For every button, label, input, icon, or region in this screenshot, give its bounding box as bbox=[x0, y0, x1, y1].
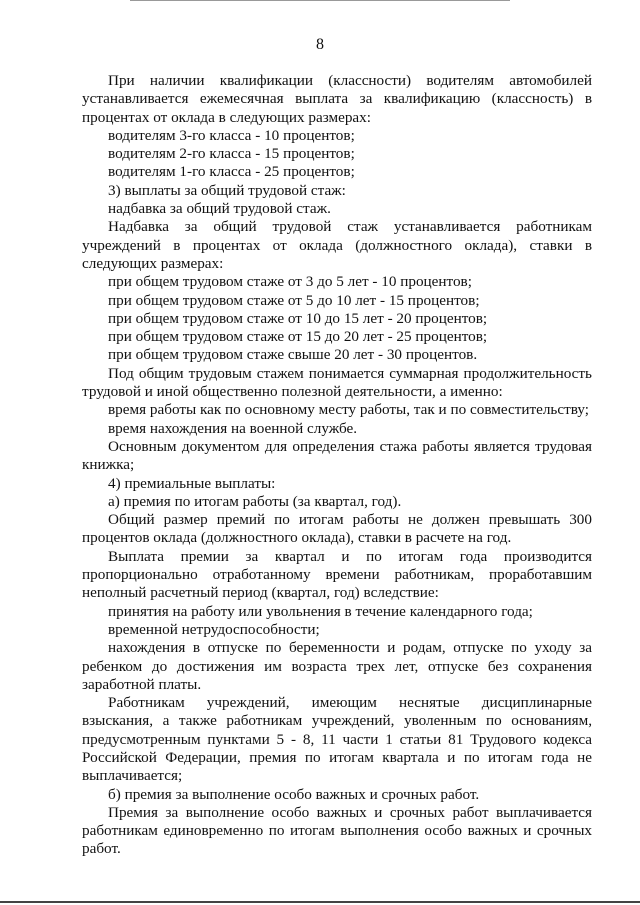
section-heading: 3) выплаты за общий трудовой стаж: bbox=[108, 181, 346, 199]
paragraph: Общий размер премий по итогам работы не должен превышать 300 процентов оклада (должностного оклада), ставки в расчете на год. bbox=[82, 511, 592, 547]
page-number: 8 bbox=[316, 36, 324, 53]
list-item: при общем трудовом стаже от 10 до 15 лет - 20 процентов; bbox=[108, 309, 488, 327]
bottom-border-line bbox=[0, 901, 640, 903]
paragraph: надбавка за общий трудовой стаж. bbox=[108, 200, 331, 218]
list-item: водителям 2-го класса - 15 процентов; bbox=[108, 145, 355, 163]
paragraph: Выплата премии за квартал и по итогам года производится пропорционально отработанному времени работникам, проработавшим неполный расчетный период (квартал, год) вследствие: bbox=[82, 547, 592, 602]
list-item: время нахождения на военной службе. bbox=[108, 419, 358, 437]
list-item: при общем трудовом стаже свыше 20 лет - 30 процентов. bbox=[108, 346, 478, 364]
list-item: временной нетрудоспособности; bbox=[108, 620, 320, 638]
paragraph: Надбавка за общий трудовой стаж устанавливается работникам учреждений в процентах от оклада (должностного оклада), ставки в следующих размерах: bbox=[82, 218, 592, 272]
list-item: при общем трудовом стаже от 15 до 20 лет - 25 процентов; bbox=[108, 328, 488, 346]
list-item: принятия на работу или увольнения в течение календарного года; bbox=[108, 602, 533, 620]
list-item: водителям 3-го класса - 10 процентов; bbox=[108, 126, 355, 144]
list-item: нахождения в отпуске по беременности и родам, отпуске по уходу за ребенком до достижения им возраста трех лет, отпуске без сохранения заработной платы. bbox=[82, 639, 592, 693]
top-border-line bbox=[130, 0, 510, 1]
list-item: время работы как по основному месту работы, так и по совместительству; bbox=[108, 401, 589, 419]
paragraph: Основным документом для определения стажа работы является трудовая книжка; bbox=[82, 437, 592, 474]
paragraph: Премия за выполнение особо важных и срочных работ выплачивается работникам единовременно по итогам выполнения особо важных и срочных работ. bbox=[82, 803, 592, 858]
paragraph: Под общим трудовым стажем понимается суммарная продолжительность трудовой и иной общественно полезной деятельности, а именно: bbox=[82, 364, 592, 401]
list-item: при общем трудовом стаже от 3 до 5 лет - 10 процентов; bbox=[108, 273, 472, 291]
paragraph: При наличии квалификации (классности) водителям автомобилей устанавливается ежемесячная выплата за квалификацию (классность) в процентах от оклада в следующих размерах: bbox=[82, 72, 592, 126]
section-heading: 4) премиальные выплаты: bbox=[108, 474, 276, 492]
paragraph: Работникам учреждений, имеющим неснятые дисциплинарные взыскания, а также работникам учреждений, уволенным по основаниям, предусмотренным пунктами 5 - 8, 11 части 1 статьи 81 Трудового кодекса Российской Федерации, премия по итогам квартала и по итогам года не выплачивается; bbox=[82, 694, 592, 785]
subsection-heading: а) премия по итогам работы (за квартал, год). bbox=[108, 492, 402, 510]
document-body bbox=[82, 72, 592, 859]
subsection-heading: б) премия за выполнение особо важных и срочных работ. bbox=[108, 785, 480, 803]
list-item: водителям 1-го класса - 25 процентов; bbox=[108, 163, 355, 181]
list-item: при общем трудовом стаже от 5 до 10 лет - 15 процентов; bbox=[108, 291, 480, 309]
